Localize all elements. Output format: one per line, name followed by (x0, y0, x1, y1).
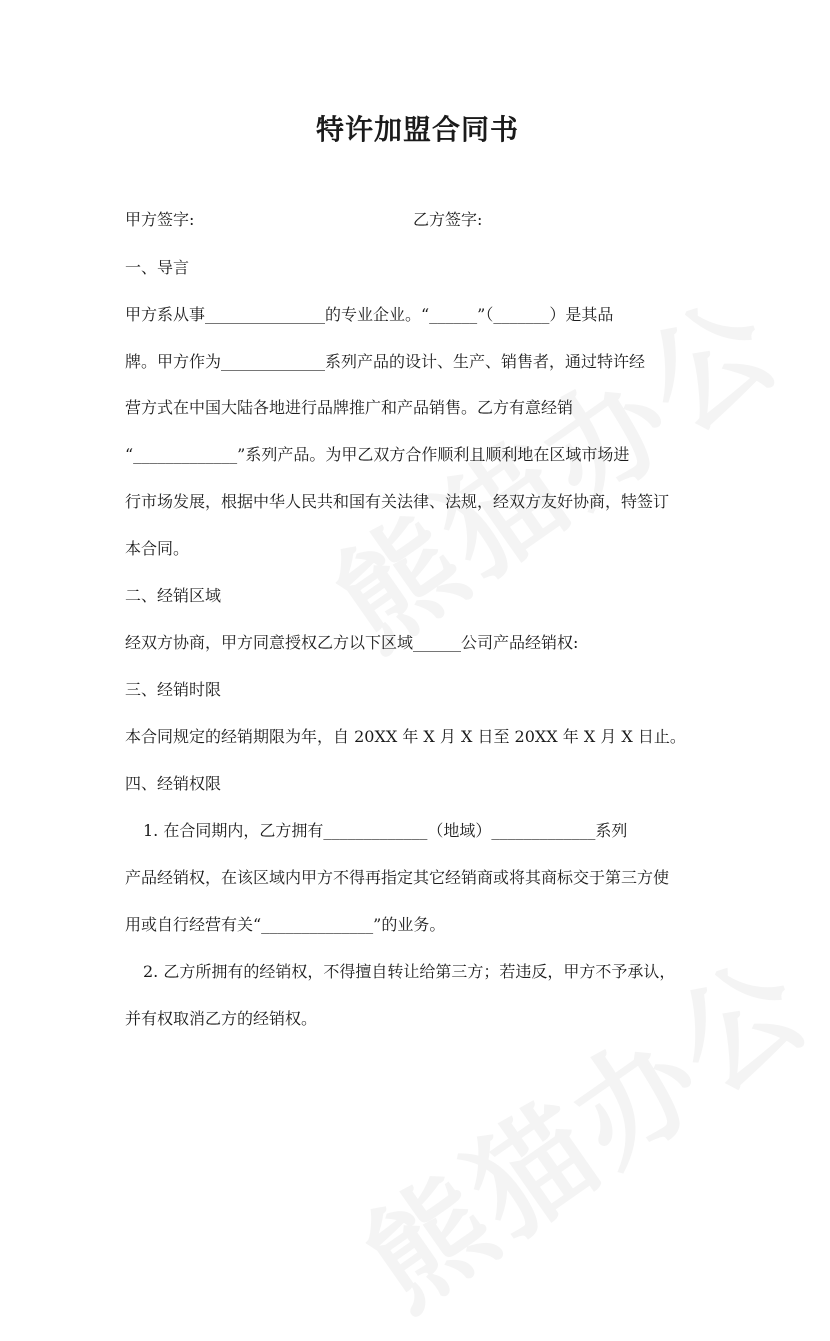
paragraph-line: “_____________”系列产品。为甲乙双方合作顺利且顺利地在区域市场进 (125, 445, 630, 464)
section-heading: 四、经销权限 (125, 774, 222, 793)
paragraph-line: 用或自行经营有关“______________”的业务。 (125, 915, 446, 934)
section-heading: 二、经销区域 (125, 586, 222, 605)
paragraph-line: 营方式在中国大陆各地进行品牌推广和产品销售。乙方有意经销 (125, 398, 574, 417)
party-a-signature-label: 甲方签字: (125, 210, 195, 229)
list-item: 1. 在合同期内，乙方拥有_____________（地域）_____________系列 (143, 821, 628, 840)
paragraph-line: 牌。甲方作为_____________系列产品的设计、生产、销售者，通过特许经 (125, 352, 646, 371)
paragraph-line: 产品经销权，在该区域内甲方不得再指定其它经销商或将其商标交于第三方使 (125, 868, 670, 887)
paragraph-line: 本合同规定的经销期限为年，自 20XX 年 X 月 X 日至 20XX 年 X 月 X 日止。 (125, 727, 686, 746)
paragraph-line: 甲方系从事_______________的专业企业。“______”（_______）是其品 (125, 305, 614, 324)
paragraph-line: 并有权取消乙方的经销权。 (125, 1009, 318, 1028)
paragraph-line: 行市场发展，根据中华人民共和国有关法律、法规，经双方友好协商，特签订 (125, 492, 670, 511)
paragraph-line: 本合同。 (125, 539, 190, 558)
paragraph-line: 经双方协商，甲方同意授权乙方以下区域______公司产品经销权: (125, 633, 579, 652)
document-title: 特许加盟合同书 (315, 113, 519, 146)
party-b-signature-label: 乙方签字: (413, 210, 483, 229)
section-heading: 一、导言 (125, 258, 190, 277)
section-heading: 三、经销时限 (125, 680, 222, 699)
signature-row (125, 210, 483, 230)
list-item: 2. 乙方所拥有的经销权，不得擅自转让给第三方；若违反，甲方不予承认， (143, 962, 676, 981)
